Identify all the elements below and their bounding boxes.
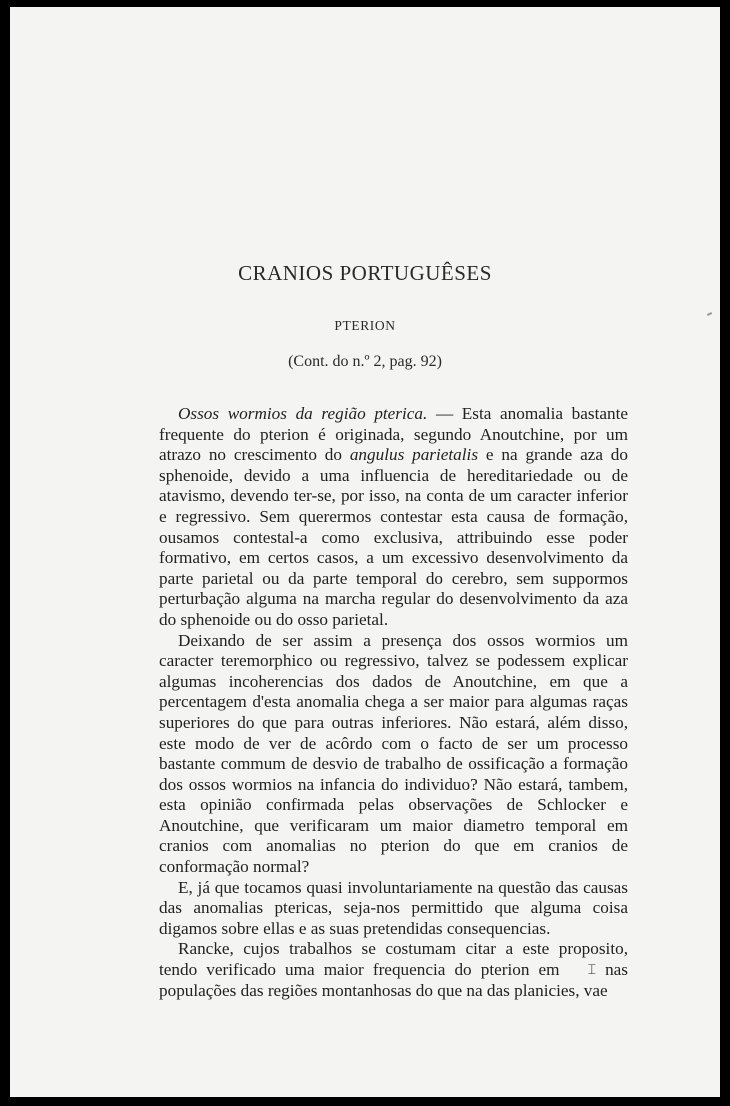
paragraph [159, 939, 628, 1001]
paragraph: E, já que tocamos quasi involuntariamente na questão das causas das anomalias ptericas, seja-nos permittido que alguma coisa digamos sobre ellas e as suas pretendidas consequencias. [159, 877, 628, 938]
latin-term: angulus parietalis [349, 445, 479, 465]
paragraph-text: Rancke, cujos trabalhos se costumam citar a este proposito, tendo verificado uma maior frequencia do pterion em [159, 939, 628, 980]
paragraph [159, 404, 628, 631]
body-text [159, 404, 628, 1001]
page-title: CRANIOS PORTUGUÊSES [238, 261, 492, 285]
paragraph-heading: Ossos wormios da região pterica. [178, 404, 428, 423]
paragraph-text: nas populações das regiões montanhosas do que na das planicies, vae [159, 960, 628, 1000]
scan-speck [707, 312, 712, 316]
pterion-shape-symbol: ⌶ [587, 963, 596, 979]
section-subtitle: PTERION [334, 318, 396, 333]
continuation-note: (Cont. do n.º 2, pag. 92) [288, 353, 442, 370]
paragraph-text: — Esta anomalia bastante frequente do pterion é originada, segundo Anoutchine, por um atrazo no crescimento do [159, 404, 628, 465]
paragraph-text: e na grande aza do sphenoide, devido a uma influencia de hereditariedade ou de atavismo, devendo ter-se, por isso, na conta de um caracter inferior e regressivo. Sem querermos contestar esta causa de formação, ousamos contestal-a como exclusiva, attribuindo esse poder formativo, em certos casos, a um excessivo desenvolvimento da parte parietal ou da parte temporal do cerebro, sem suppormos perturbação alguma na marcha regular do desenvolvimento da aza do sphenoide ou do osso parietal. [159, 445, 628, 629]
document-page [10, 7, 720, 1097]
paragraph: Deixando de ser assim a presença dos ossos wormios um caracter teremorphico ou regressivo, talvez se podessem explicar algumas incoherencias dos dados de Anoutchine, em que a percentagem d'esta anomalia chega a ser maior para algumas raças superiores do que para outras inferiores. Não estará, além disso, este modo de ver de acôrdo com o facto de ser um processo bastante commum de desvio de trabalho de ossificação a formação dos ossos wormios na infancia do individuo? Não estará, tambem, esta opinião confirmada pelas observações de Schlocker e Anoutchine, que verificaram um maior diametro temporal em cranios com anomalias no pterion do que em cranios de conformação normal? [159, 630, 628, 877]
